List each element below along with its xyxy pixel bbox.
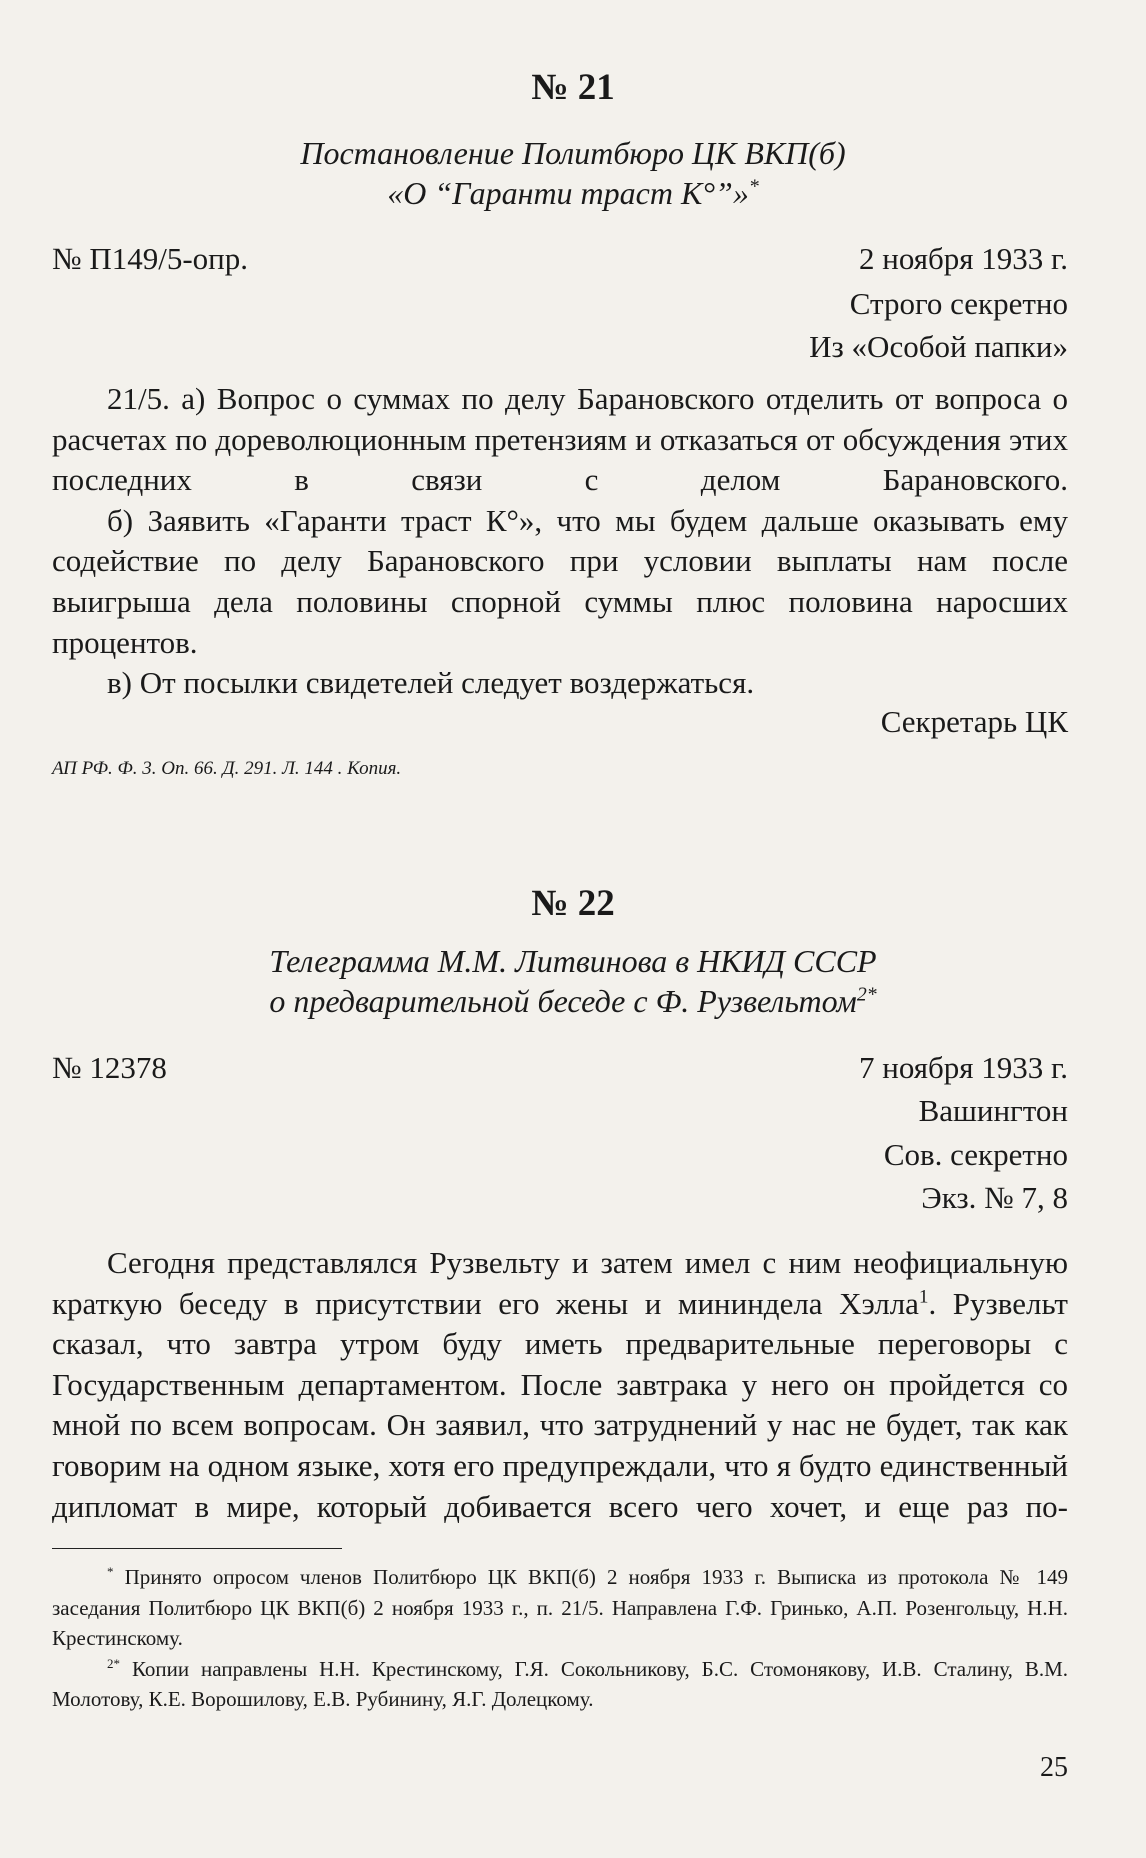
doc22-body (52, 1243, 1068, 1527)
doc21-archive-reference: АП РФ. Ф. 3. Оп. 66. Д. 291. Л. 144 . Копия. (52, 758, 402, 779)
doc22-title-footnote-mark: 2* (856, 983, 877, 1006)
page-number: 25 (1040, 1752, 1068, 1783)
doc22-date: 7 ноября 1933 г. (858, 1050, 1068, 1085)
doc22-place: Вашингтон (918, 1093, 1068, 1128)
footnotes (52, 1562, 1068, 1715)
doc21-number: № 21 (531, 67, 615, 108)
doc21-title-line-1: Постановление Политбюро ЦК ВКП(б) (300, 135, 846, 171)
footnote-2: $^{2*}$ Копии направлены Н.Н. Крестинскому, Г.Я. Сокольникову, Б.С. Стомонякову, И.В. Сталину, В.М. Молотову, К.Е. Ворошилову, Е.В. Рубинину, Я.Г. Долецкому. (52, 1655, 1068, 1711)
doc21-paragraph-b: б) Заявить «Гаранти траст К°», что мы будем дальше оказывать ему содействие по делу Барановского при условии выплаты нам после выигрыша дела половины спорной суммы плюс половина наросших процентов. (52, 502, 1068, 660)
doc21-title-footnote-mark: * (748, 175, 759, 198)
doc21-special-folder: Из «Особой папки» (809, 329, 1068, 364)
doc21-reg-number: № П149/5-опр. (52, 241, 248, 276)
footnote-1-mark: * (107, 1564, 114, 1579)
doc21-paragraph-c: в) От посылки свидетелей следует воздержаться. (107, 665, 755, 701)
doc22-title-line-1: Телеграмма М.М. Литвинова в НКИД СССР (269, 943, 877, 979)
footnote-separator (52, 1548, 342, 1549)
doc22-paragraph: Сегодня представлялся Рузвельту и затем имел с ним неофициальную краткую беседу в присутствии его жены и мининдела Хэлла$^1$. Рузвельт сказал, что завтра утром буду иметь предварительные переговоры с Государственным департаментом. После завтрака у него он пройдется со мной по всем вопросам. Он заявил, что затруднений у нас не будет, так как говорим на одном языке, хотя его предупреждали, что я будто единственный дипломат в мире, который добивается всего чего хочет, и еще раз по- (52, 1245, 1068, 1524)
doc21-paragraph-a: 21/5. а) Вопрос о суммах по делу Барановского отделить от вопроса о расчетах по дореволюционным претензиям и отказаться от обсуждения этих последних в связи с делом Барановского. (52, 381, 1068, 498)
doc22-text-footnote-mark: 1 (918, 1286, 929, 1308)
doc22-classification: Сов. секретно (883, 1137, 1068, 1172)
doc21-signature: Секретарь ЦК (880, 704, 1068, 739)
footnote-1: * Принято опросом членов Политбюро ЦК ВКП(б) 2 ноября 1933 г. Выписка из протокола № 149 заседания Политбюро ЦК ВКП(б) 2 ноября 1933 г., п. 21/5. Направлена Г.Ф. Гринько, А.П. Розенгольцу, Н.Н. Крестинскому. (52, 1564, 1068, 1650)
doc21-title-line-2: «О “Гаранти траст К°”»* (387, 175, 759, 211)
footnote-2-mark: 2* (107, 1655, 121, 1671)
doc22-title-line-2: о предварительной беседе с Ф. Рузвельтом$^{2*}$ (269, 983, 877, 1019)
doc22-number: № 22 (531, 883, 615, 924)
doc21-classification: Строго секретно (849, 286, 1068, 321)
doc21-body (52, 379, 1068, 704)
doc22-reg-number: № 12378 (52, 1050, 167, 1085)
doc21-date: 2 ноября 1933 г. (858, 241, 1068, 276)
doc22-copies: Экз. № 7, 8 (921, 1180, 1068, 1215)
